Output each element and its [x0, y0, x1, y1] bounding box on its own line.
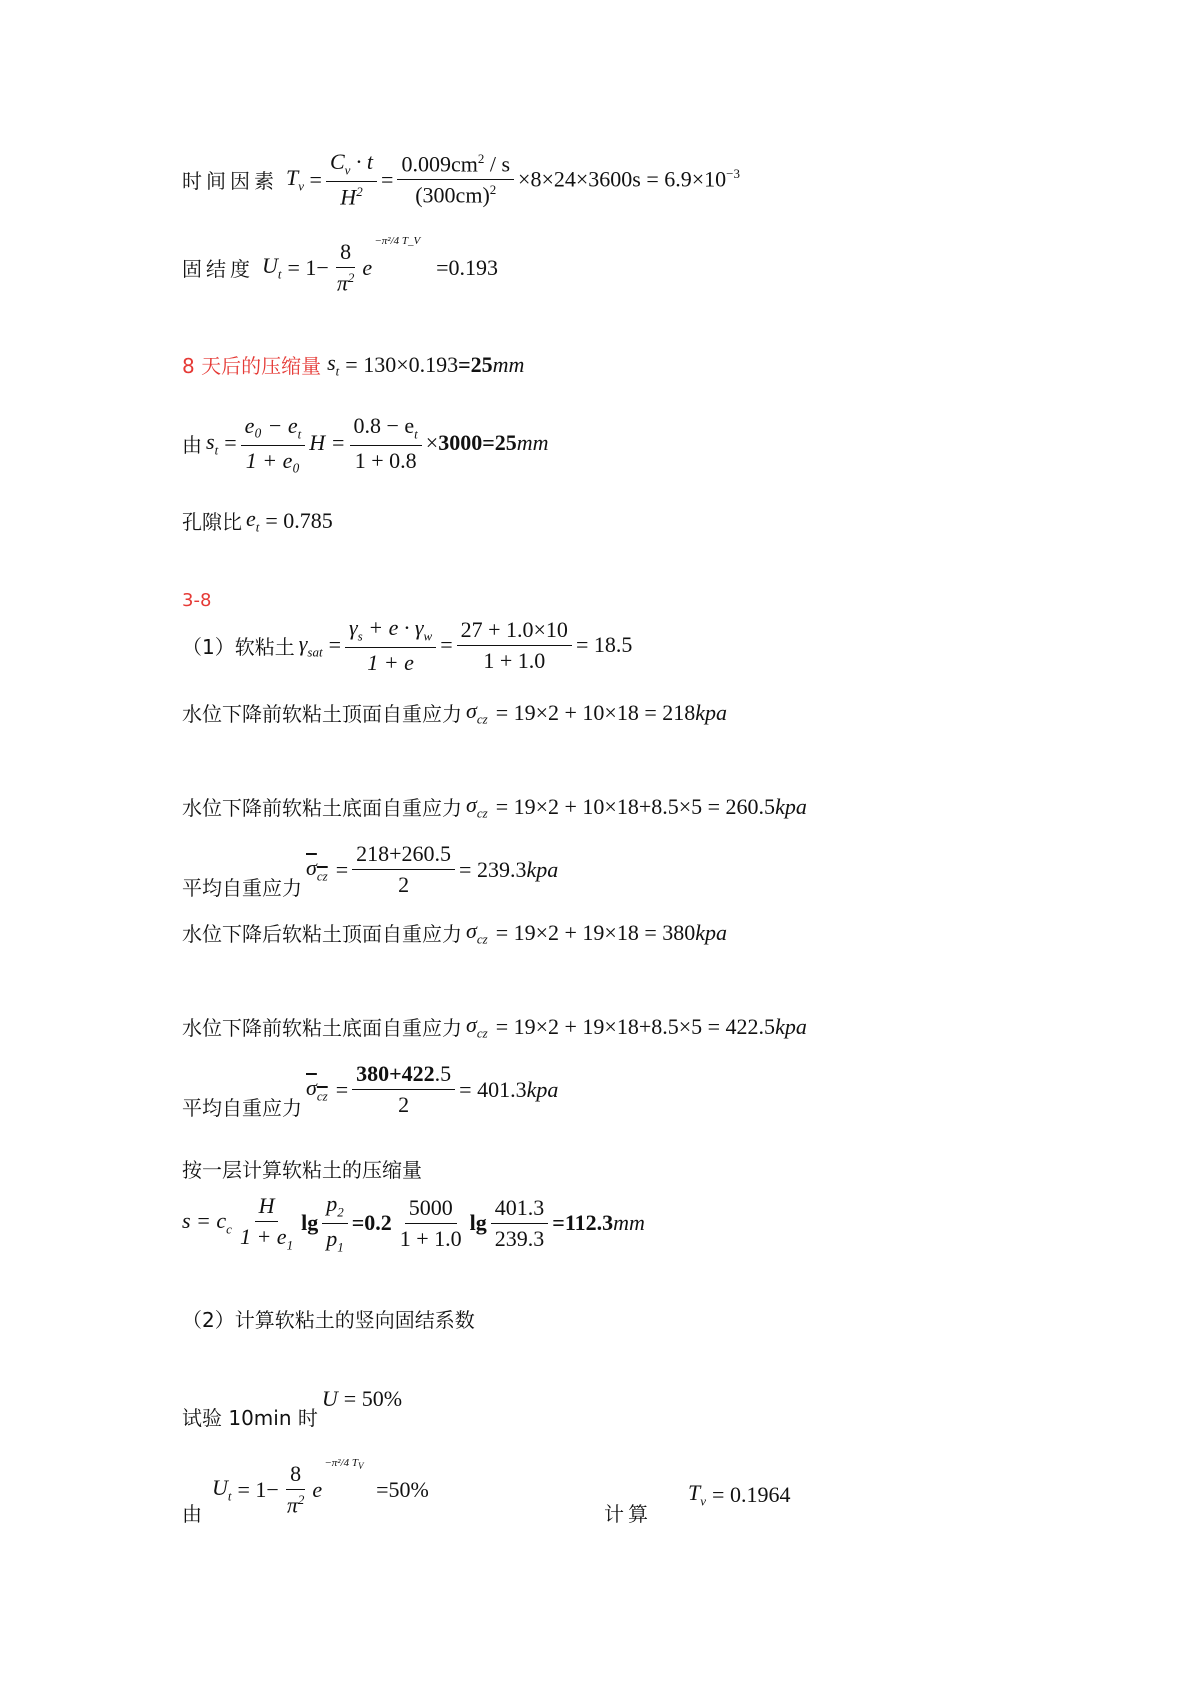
- eq-settlement-8days: 8 天后的压缩量 $s_t$ = 130×0.193 =25 mm: [182, 350, 525, 379]
- fraction: $\frac{27 + 1.0\times 10}{1 + 1.0}$: [457, 618, 572, 673]
- exp-term: e −π²/4 $T_V$: [312, 1456, 364, 1502]
- eq-time-factor: 时间因素 $T_v$ = $\frac{C_v \cdot t}{H^2}$ = $\frac{0.009cm^2 / s}{(300cm)^2}$ $\times 8\times 24\times 3600s = 6.9\times 10^{-3}$: [182, 149, 740, 210]
- eq-tv-result: 计算 $T_v$ = 0.1964: [604, 1479, 791, 1526]
- section-heading: 3-8: [182, 590, 212, 611]
- expr-tail: $\times 8\times 24\times 3600s = 6.9\times 10^{-3}$: [518, 166, 740, 192]
- fraction: $\frac{401.3}{239.3}$: [491, 1196, 549, 1251]
- fraction: $\frac{0.8 - e_t}{1 + 0.8}$: [350, 414, 422, 473]
- fraction: $\frac{H}{1 + e_1}$: [239, 1192, 294, 1253]
- eq-void-ratio: 孔隙比 $e_t$ = 0.785: [182, 506, 333, 535]
- text-one-layer: 按一层计算软粘土的压缩量: [182, 1158, 422, 1182]
- eq-void-ratio-derivation: 由 $s_t$ = $\frac{e_0 - e_t}{\text{1 + e₀}}$ H = $\frac{0.8 - e_t}{1 + 0.8}$ × 3000=25 mm: [182, 413, 549, 473]
- fraction: $\frac{5000}{1 + 1.0}$: [399, 1194, 462, 1251]
- eq-consolidation-degree: 固结度 $U_t$ = 1− $\frac{8}{\pi^2}$ e −π²/4 T_V =0.193: [182, 234, 499, 296]
- label-settlement-8days: 8 天后的压缩量: [182, 354, 322, 379]
- eq-solve-tv: 由 $U_t$ = 1− $\frac{8}{\pi^2}$ e −π²/4 $T_V$ =50%: [182, 1456, 429, 1526]
- fraction: $\frac{218+260.5}{2}$: [352, 842, 455, 897]
- eq-saturated-unit-weight: （1）软粘土 $\gamma_{sat}$ = $\frac{\gamma_s + e \cdot \gamma_w}{1 + e}$ = $\frac{27 + 1.0\times 10}{1 + 1.0}$ = 18.5: [182, 615, 633, 675]
- fraction: $\frac{e_0 - e_t}{\text{1 + e₀}}$: [241, 414, 306, 473]
- fraction: $\frac{8}{\pi^2}$: [336, 239, 355, 296]
- eq-average-stress-after: 平均自重应力 $\sigma_{cz}$ = $\frac{380+422.5}{2}$ = 401.3 kpa: [182, 1060, 559, 1120]
- eq-top-stress-before: 水位下降前软粘土顶面自重应力 $\sigma_{cz}$ = 19×2 + 10×18 = 218 kpa: [182, 698, 728, 727]
- fraction: $\frac{C_v \cdot t}{H^2}$: [326, 150, 377, 209]
- eq-top-stress-after: 水位下降后软粘土顶面自重应力 $\sigma_{cz}$ = 19×2 + 19×18 = 380 kpa: [182, 918, 728, 947]
- fraction: $\frac{p_2}{p_1}$: [322, 1192, 348, 1254]
- label-time-factor: 时间因素: [182, 169, 278, 194]
- eq-compression: $s = c_c$ $\frac{H}{1 + e_1}$ lg $\frac{p_2}{p_1}$ =0.2 $\frac{5000}{1 + 1.0}$ lg $\frac{401.3}{239.3}$ =112.3 mm: [182, 1191, 645, 1255]
- eq-test-10min: 试验 10min 时 U = 50%: [182, 1385, 403, 1430]
- fraction: $\frac{8}{\pi^2}$: [286, 1460, 305, 1518]
- text-part2: （2）计算软粘土的竖向固结系数: [182, 1308, 475, 1332]
- exp-term: e −π²/4 T_V: [362, 234, 421, 280]
- fraction: $\frac{380+422.5}{2}$: [352, 1062, 455, 1117]
- label-consolidation-degree: 固结度: [182, 257, 254, 282]
- eq-average-stress-before: 平均自重应力 $\sigma_{cz}$ = $\frac{218+260.5}{2}$ = 239.3 kpa: [182, 840, 559, 900]
- fraction: $\frac{\gamma_s + e \cdot \gamma_w}{1 + e}$: [345, 616, 436, 675]
- eq-bottom-stress-before: 水位下降前软粘土底面自重应力 $\sigma_{cz}$ = 19×2 + 10×18+8.5×5 = 260.5 kpa: [182, 792, 807, 821]
- eq-bottom-stress-after: 水位下降前软粘土底面自重应力 $\sigma_{cz}$ = 19×2 + 19×18+8.5×5 = 422.5 kpa: [182, 1012, 807, 1041]
- fraction: $\frac{0.009cm^2 / s}{(300cm)^2}$: [397, 152, 514, 208]
